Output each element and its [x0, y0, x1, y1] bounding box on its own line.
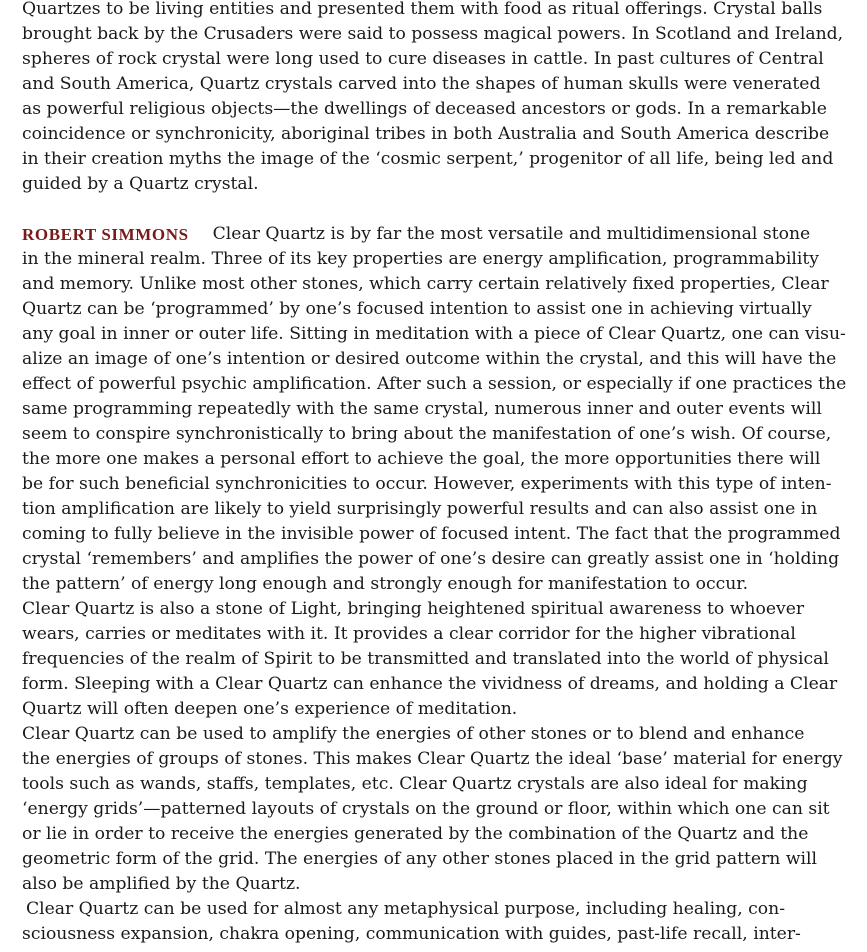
text-line: tools such as wands, staffs, templates, etc. Clear Quartz crystals are also ideal for making — [22, 774, 808, 794]
text-line: or lie in order to receive the energies generated by the combination of the Quartz and the — [22, 824, 809, 844]
text-line: alize an image of one’s intention or desired outcome within the crystal, and this will have the — [22, 349, 837, 369]
text-line: the energies of groups of stones. This makes Clear Quartz the ideal ‘base’ material for energy — [22, 749, 843, 769]
paragraph-light — [22, 597, 838, 722]
paragraph-amplify — [22, 722, 843, 897]
text-line: same programming repeatedly with the same crystal, numerous inner and outer events will — [22, 399, 822, 419]
text-line: crystal ‘remembers’ and amplifies the power of one’s desire can greatly assist one in ‘holding — [22, 549, 840, 569]
text-line: tion amplification are likely to yield surprisingly powerful results and can also assist one in — [22, 499, 818, 519]
page-text — [22, 0, 847, 947]
text-line: Quartzes to be living entities and presented them with food as ritual offerings. Crystal balls — [22, 0, 823, 19]
text-line: any goal in inner or outer life. Sitting in meditation with a piece of Clear Quartz, one can visu- — [22, 324, 846, 344]
paragraph-purpose — [22, 897, 801, 947]
text-line: coincidence or synchronicity, aboriginal tribes in both Australia and South America describe — [22, 124, 830, 144]
text-line: seem to conspire synchronistically to bring about the manifestation of one’s wish. Of course, — [22, 424, 832, 444]
text-line: brought back by the Crusaders were said to possess magical powers. In Scotland and Ireland, — [22, 24, 844, 44]
section-gap — [22, 197, 785, 222]
text-line: in the mineral realm. Three of its key properties are energy amplification, programmability — [22, 249, 819, 269]
text-line — [22, 597, 805, 622]
text-line: sciousness expansion, chakra opening, communication with guides, past-life recall, inter- — [22, 924, 801, 944]
text-line-rest: Clear Quartz is also a stone of Light, bringing heightened spiritual awareness to whoever — [22, 599, 805, 619]
text-line: and memory. Unlike most other stones, which carry certain relatively fixed properties, Clear — [22, 274, 829, 294]
text-line-rest: Clear Quartz can be used for almost any metaphysical purpose, including healing, con- — [25, 899, 785, 919]
text-line: Quartz can be ‘programmed’ by one’s focused intention to assist one in achieving virtually — [22, 299, 812, 319]
text-line: form. Sleeping with a Clear Quartz can enhance the vividness of dreams, and holding a Clear — [22, 674, 838, 694]
text-line: be for such beneficial synchronicities to occur. However, experiments with this type of inten- — [22, 474, 832, 494]
paragraph-intro — [22, 0, 844, 197]
text-line: spheres of rock crystal were long used to cure diseases in cattle. In past cultures of Central — [22, 49, 824, 69]
paragraph-simmons — [22, 222, 847, 597]
text-line: Quartz will often deepen one’s experience of meditation. — [22, 699, 518, 719]
text-line: effect of powerful psychic amplification. After such a session, or especially if one practices the — [22, 374, 847, 394]
text-line — [22, 722, 805, 747]
text-line: the pattern’ of energy long enough and strongly enough for manifestation to occur. — [22, 574, 749, 594]
text-line: and South America, Quartz crystals carved into the shapes of human skulls were venerated — [22, 74, 821, 94]
text-line: as powerful religious objects—the dwellings of deceased ancestors or gods. In a remarkable — [22, 99, 827, 119]
text-line: in their creation myths the image of the ‘cosmic serpent,’ progenitor of all life, being led and — [22, 149, 834, 169]
text-line — [22, 897, 785, 922]
text-line: geometric form of the grid. The energies of any other stones placed in the grid pattern will — [22, 849, 818, 869]
text-line-rest: Clear Quartz can be used to amplify the energies of other stones or to blend and enhance — [22, 724, 805, 744]
text-line: ‘energy grids’—patterned layouts of crystals on the ground or floor, within which one can sit — [22, 799, 830, 819]
text-line: coming to fully believe in the invisible power of focused intent. The fact that the programmed — [22, 524, 841, 544]
text-line — [22, 222, 811, 247]
text-line: also be amplified by the Quartz. — [22, 874, 301, 894]
text-line-rest: Clear Quartz is by far the most versatile and multidimensional stone — [212, 224, 811, 244]
text-line: the more one makes a personal effort to achieve the goal, the more opportunities there will — [22, 449, 821, 469]
text-line: frequencies of the realm of Spirit to be transmitted and translated into the world of physical — [22, 649, 829, 669]
text-line: guided by a Quartz crystal. — [22, 174, 259, 194]
author-name: ROBERT SIMMONS — [22, 225, 189, 244]
text-line: wears, carries or meditates with it. It provides a clear corridor for the higher vibrational — [22, 624, 796, 644]
